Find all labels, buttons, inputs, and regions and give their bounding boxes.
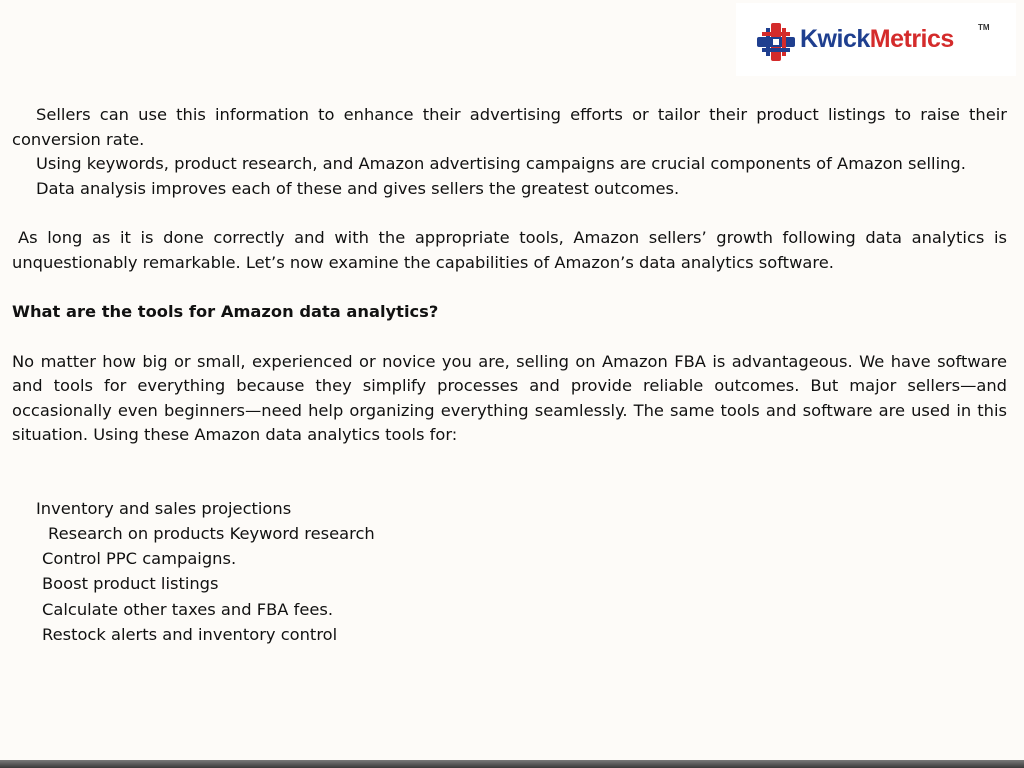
list-item: Inventory and sales projections [36, 498, 292, 518]
list-item: Calculate other taxes and FBA fees. [42, 599, 334, 619]
list-item: Boost product listings [42, 574, 219, 594]
paragraph-conversion: Sellers can use this information to enhance their advertising efforts or tailor their product listings to raise their conversion rate. [12, 105, 1007, 149]
paragraph-growth: As long as it is done correctly and with the appropriate tools, Amazon sellers’ growth following data analytics is unquestionably remarkable. Let’s now examine the capabilities of Amazon’s data analytics software. [12, 228, 1007, 272]
tools-list [12, 496, 1007, 648]
list-item: Restock alerts and inventory control [42, 624, 338, 644]
list-item: Research on products Keyword research [48, 523, 375, 543]
section-heading: What are the tools for Amazon data analytics? [12, 302, 439, 321]
paragraph-data-analysis: Data analysis improves each of these and gives sellers the greatest outcomes. [36, 178, 680, 198]
logo-wordmark [800, 25, 954, 54]
paragraph-fba: No matter how big or small, experienced or novice you are, selling on Amazon FBA is advantageous. We have software and tools for everything because they simplify processes and provide reliable outcomes. But major sellers—and occasionally even beginners—need help organizing everything seamlessly. The same tools and software are used in this situation. Using these Amazon data analytics tools for: [12, 351, 1007, 444]
logo-text-kwick: Kwick [800, 25, 870, 53]
logo-text-metrics: Metrics [869, 25, 954, 53]
bottom-border-bar [0, 760, 1024, 768]
article-body [12, 103, 1007, 647]
paragraph-keywords: Using keywords, product research, and Amazon advertising campaigns are crucial components of Amazon selling. [36, 154, 966, 173]
list-item: Control PPC campaigns. [42, 549, 237, 569]
kwickmetrics-logo [736, 3, 1016, 76]
trademark-symbol: TM [978, 23, 990, 32]
cross-plus-logo-icon [756, 22, 796, 62]
